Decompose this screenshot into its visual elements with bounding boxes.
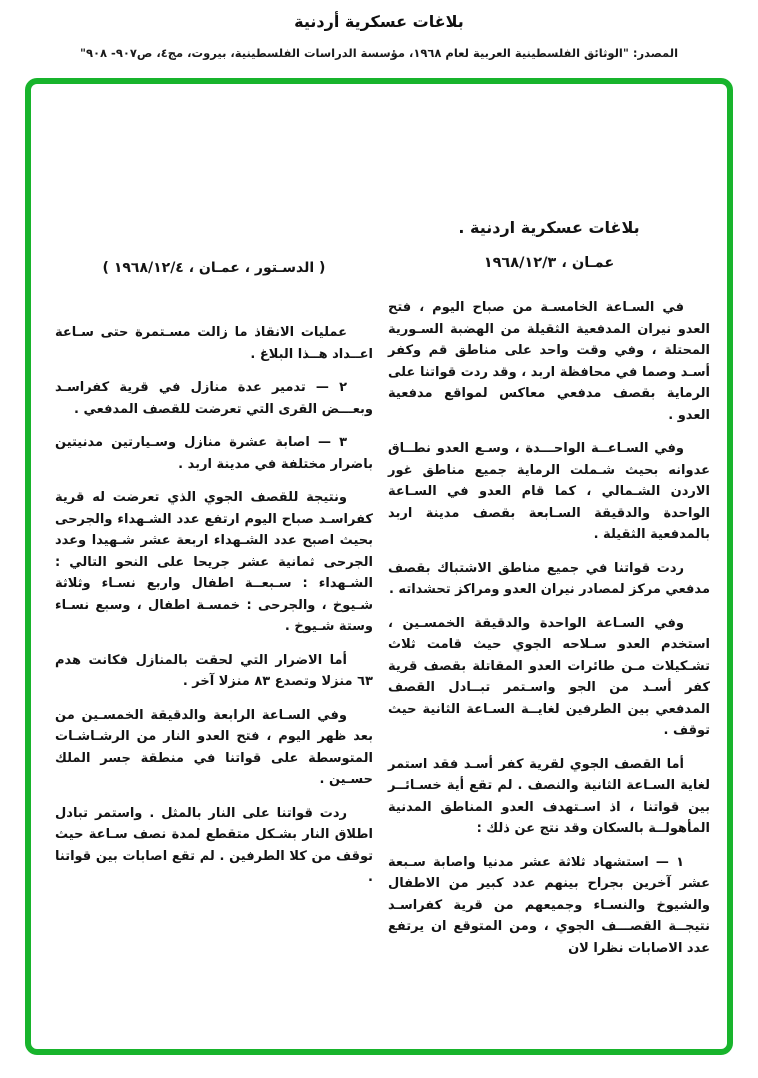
paragraph: ردت قواتنا في جميع مناطق الاشتباك بقصف مدفعي مركز لمصادر نيران العدو ومراكز تحشداته . <box>388 560 710 597</box>
paragraph: ردت قواتنا على النار بالمثل . واستمر تبادل اطلاق النار بشـكل متقطع لمدة نصف سـاعة حيث توقف من كلا الطرفين . لم تقع اصابات بين قواتنا . <box>55 805 373 885</box>
newspaper-attribution: ( الدسـتور ، عمـان ، ١٩٦٨/١٢/٤ ) <box>102 260 326 276</box>
document-left-column <box>55 260 373 901</box>
paragraph: أما القصف الجوي لقرية كفر أسـد فقد استمر لغاية السـاعة الثانية والنصف . لم تقع أية خسـائــر بين قواتنا ، اذ اسـتهدف العدو المناطق المدنية المأهولــة بالسكان وقد نتج عن ذلك : <box>388 756 710 836</box>
paragraph: أما الاضرار التي لحقت بالمنازل فكانت هدم ٦٣ منزلا وتصدع ٨٣ منزلا آخر . <box>55 652 373 689</box>
communique-heading: بلاغات عسكرية اردنية . <box>458 218 640 237</box>
paragraph: وفي السـاعة الرابعة والدقيقة الخمسـين من بعد ظهر اليوم ، فتح العدو النار من الرشـاشـات المتوسطة على قواتنا في منطقة جسر الملك حسـين . <box>55 707 373 787</box>
green-border-frame <box>25 78 733 1055</box>
paragraph-numbered-item-1: ١ — استشهاد ثلاثة عشر مدنيا واصابة سـبعة عشر آخرين بجراح بينهم عدد كبير من الاطفال والشيوخ والنسـاء وجميعهم من قرية كفراسـد نتيجــة القصـــف الجوي ، ومن المتوقع ان يرتفع عدد الاصابات نظرا لان <box>388 854 710 956</box>
paragraph: في السـاعة الخامسـة من صباح اليوم ، فتح العدو نيران المدفعية الثقيلة من الهضبة السـورية المحتلة ، وفي وقت واحد على مناطق قم وكفر أسـد وصما في محافظة اربد ، وقد ردت قواتنا على الرماية بقصف مدفعي معاكس لمواقع مدفعية العدو . <box>388 300 710 423</box>
paragraph-numbered-item-3: ٣ — اصابة عشرة منازل وسـيارتين مدنيتين باضرار مختلفة في مدينة اربد . <box>55 435 373 472</box>
paragraph: وفي السـاعــة الواحـــدة ، وسـع العدو نطــاق عدوانه بحيث شـملت الرماية جميع مناطق غور الاردن الشـمالي ، كما قام العدو في السـاعة الواحدة والدقيقة السـابعة بقصف مدينة اربد بالمدفعية الثقيلة . <box>388 441 710 542</box>
page-title: بلاغات عسكرية أردنية <box>294 12 464 31</box>
paragraph: وفي السـاعة الواحدة والدقيقة الخمسـين ، استخدم العدو سـلاحه الجوي حيث قامت ثلاث تشـكيلات مـن طائرات العدو المقاتلة بقصف قرية كفر أسـد من الجو واسـتمر تبــادل القصف المدفعي بين الطرفين لغايــة السـاعة الثانية حيث توقف . <box>388 615 710 738</box>
source-citation-line: المصدر: "الوثائق الفلسطينية العربية لعام ١٩٦٨، مؤسسة الدراسات الفلسطينية، بيروت، مج٤، ص٩٠٧- ٩٠٨" <box>79 46 679 60</box>
document-right-column <box>388 218 710 971</box>
paragraph-numbered-item-2: ٢ — تدمير عدة منازل في قرية كفراسـد وبعـــض القرى التي تعرضت للقصف المدفعي . <box>55 380 373 417</box>
paragraph: ونتيجة للقصف الجوي الذي تعرضت له قرية كفراسـد صباح اليوم ارتفع عدد الشـهداء والجرحى بحيث اصبح عدد الشـهداء اربعة عشر شـهيدا وعدد الجرحى ثمانية عشر جريحا على النحو التالي : الشـهداء : سـبعــة اطفال واربع نسـاء وثلاثة شـيوخ ، والجرحى : خمسـة اطفال ، وسبع نسـاء وستة شـيوخ . <box>55 490 373 634</box>
paragraph: عمليات الانقاذ ما زالت مسـتمرة حتى سـاعة اعــداد هــذا البلاغ . <box>55 325 373 362</box>
communique-dateline: عمـان ، ١٩٦٨/١٢/٣ <box>483 255 615 271</box>
